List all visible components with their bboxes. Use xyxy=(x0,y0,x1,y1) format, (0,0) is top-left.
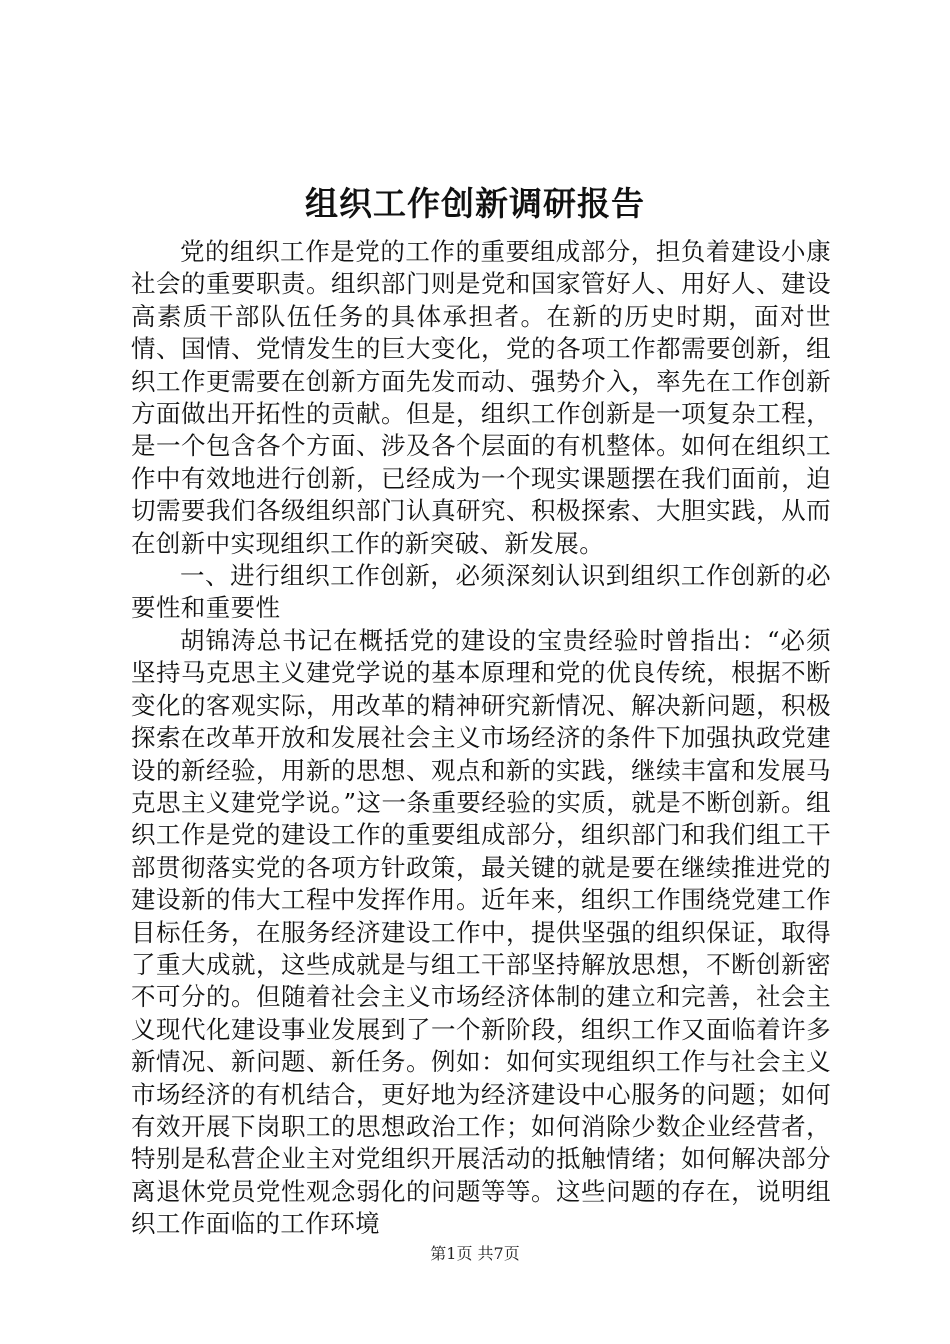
page-footer: 第1页 共7页 xyxy=(430,1244,520,1263)
document-title: 组织工作创新调研报告 xyxy=(305,184,645,223)
section-heading-1: 一、进行组织工作创新，必须深刻认识到组织工作创新的必要性和重要性 xyxy=(131,561,831,623)
document-body xyxy=(131,236,831,1241)
paragraph-intro: 党的组织工作是党的工作的重要组成部分，担负着建设小康社会的重要职责。组织部门则是党和国家管好人、用好人、建设高素质干部队伍任务的具体承担者。在新的历史时期，面对世情、国情、党情发生的巨大变化，党的各项工作都需要创新，组织工作更需要在创新方面先发而动、强势介入，率先在工作创新方面做出开拓性的贡献。但是，组织工作创新是一项复杂工程，是一个包含各个方面、涉及各个层面的有机整体。如何在组织工作中有效地进行创新，已经成为一个现实课题摆在我们面前，迫切需要我们各级组织部门认真研究、积极探索、大胆实践，从而在创新中实现组织工作的新突破、新发展。 xyxy=(131,237,831,558)
paragraph-section-1: 胡锦涛总书记在概括党的建设的宝贵经验时曾指出：“必须坚持马克思主义建党学说的基本原理和党的优良传统，根据不断变化的客观实际，用改革的精神研究新情况、解决新问题，积极探索在改革开放和发展社会主义市场经济的条件下加强执政党建设的新经验，用新的思想、观点和新的实践，继续丰富和发展马克思主义建党学说。”这一条重要经验的实质，就是不断创新。组织工作是党的建设工作的重要组成部分，组织部门和我们组工干部贯彻落实党的各项方针政策，最关键的就是要在继续推进党的建设新的伟大工程中发挥作用。近年来，组织工作围绕党建工作目标任务，在服务经济建设工作中，提供坚强的组织保证，取得了重大成就，这些成就是与组工干部坚持解放思想，不断创新密不可分的。但随着社会主义市场经济体制的建立和完善，社会主义现代化建设事业发展到了一个新阶段，组织工作又面临着许多新情况、新问题、新任务。例如：如何实现组织工作与社会主义市场经济的有机结合，更好地为经济建设中心服务的问题；如何有效开展下岗职工的思想政治工作；如何消除少数企业经营者，特别是私营企业主对党组织开展活动的抵触情绪；如何解决部分离退休党员党性观念弱化的问题等等。这些问题的存在，说明组织工作面临的工作环境 xyxy=(131,625,831,1239)
